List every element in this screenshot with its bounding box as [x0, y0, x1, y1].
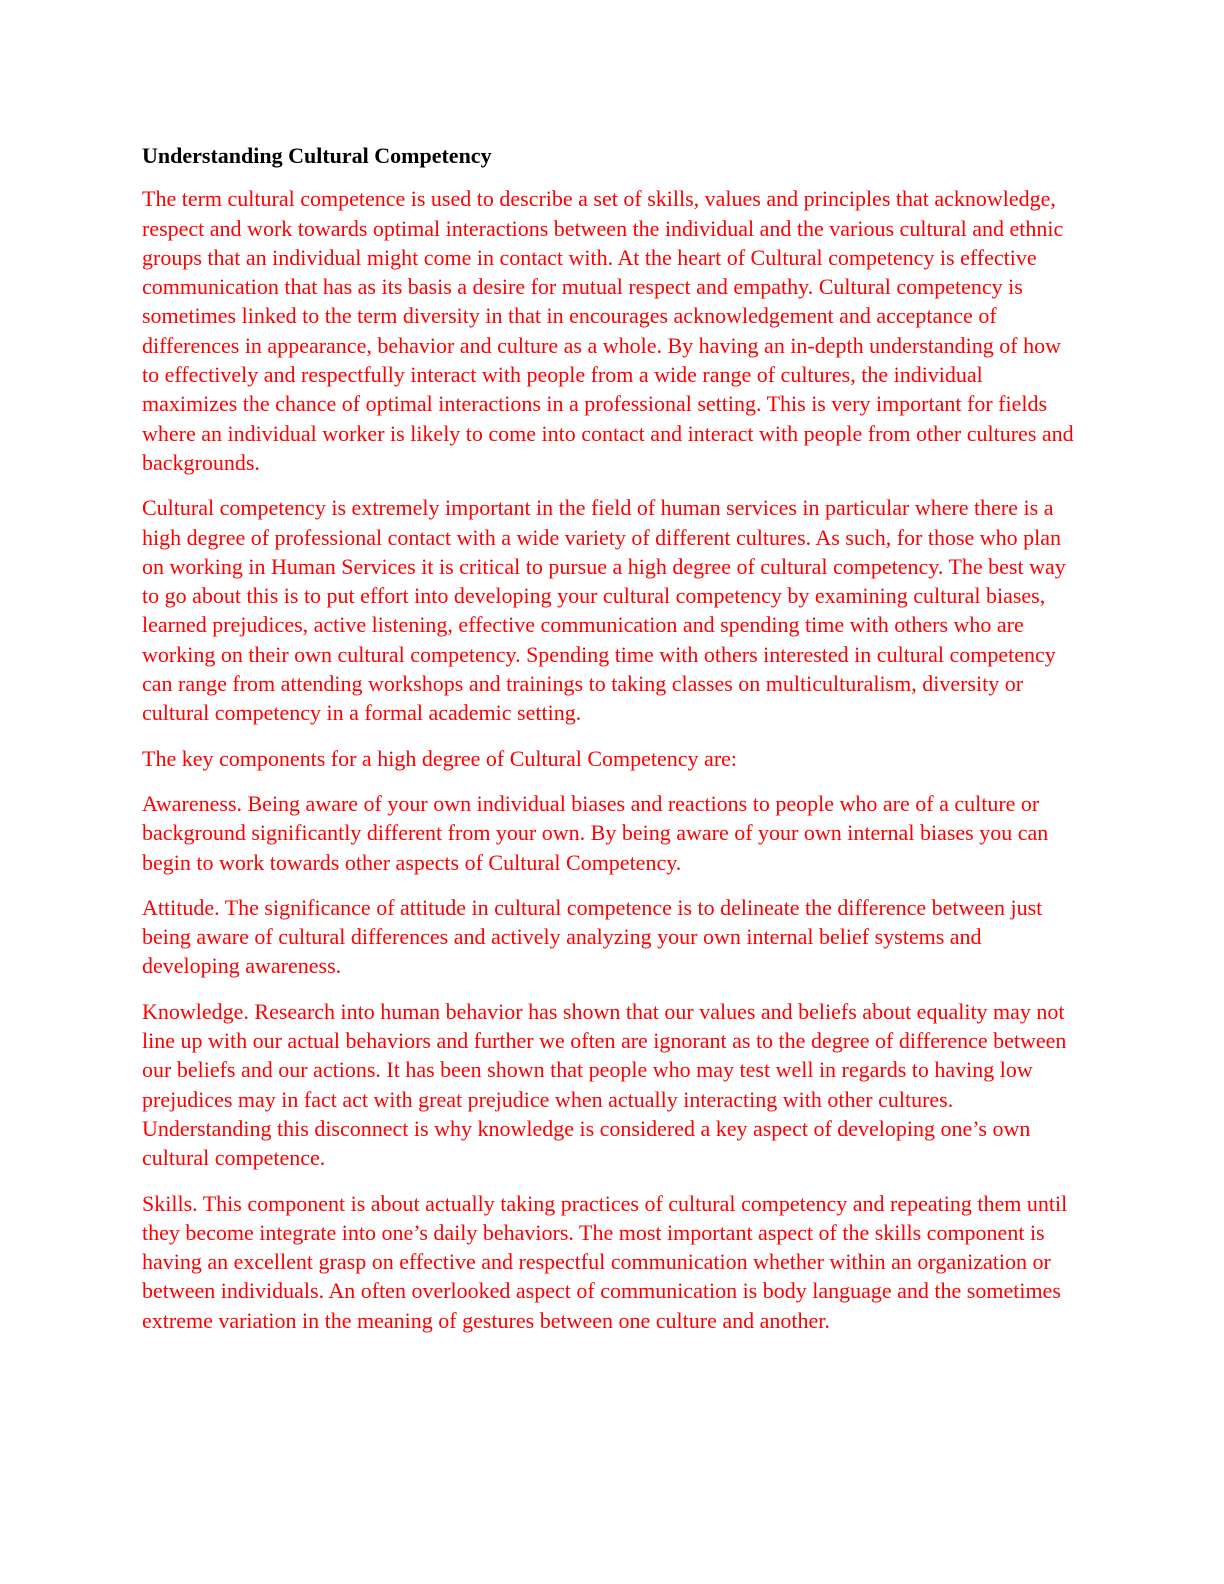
paragraph-key-components: The key components for a high degree of Cultural Competency are: [142, 745, 738, 771]
paragraph-intro: The term cultural competence is used to describe a set of skills, values and principles that acknowledge, respect and work towards optimal interactions between the individual and the various cultural and ethnic groups that an individual might come in contact with. At the heart of Cultural competency is effective communication that has as its basis a desire for mutual respect and empathy. Cultural competency is sometimes linked to the term diversity in that in encourages acknowledgement and acceptance of differences in appearance, behavior and culture as a whole. By having an in-depth understanding of how to effectively and respectfully interact with people from a wide range of cultures, the individual maximizes the chance of optimal interactions in a professional setting. This is very important for fields where an individual worker is likely to come into contact and interact with people from other cultures and backgrounds. [142, 186, 1074, 475]
paragraph-knowledge: Knowledge. Research into human behavior has shown that our values and beliefs about equality may not line up with our actual behaviors and further we often are ignorant as to the degree of difference between our beliefs and our actions. It has been shown that people who may test well in regards to having low prejudices may in fact act with great prejudice when actually interacting with other cultures. Understanding this disconnect is why knowledge is considered a key aspect of developing one’s own cultural competence. [142, 998, 1067, 1171]
paragraph-attitude: Attitude. The significance of attitude in cultural competence is to delineate the difference between just being aware of cultural differences and actively analyzing your own internal belief systems and developing awareness. [142, 894, 1043, 979]
document-page [142, 141, 1082, 1351]
paragraph-skills: Skills. This component is about actually taking practices of cultural competency and repeating them until they become integrate into one’s daily behaviors. The most important aspect of the skills component is having an excellent grasp on effective and respectful communication whether within an organization or between individuals. An often overlooked aspect of communication is body language and the sometimes extreme variation in the meaning of gestures between one culture and another. [142, 1190, 1068, 1333]
document-title: Understanding Cultural Competency [142, 143, 492, 168]
paragraph-awareness: Awareness. Being aware of your own individual biases and reactions to people who are of a culture or background significantly different from your own. By being aware of your own internal biases you can begin to work towards other aspects of Cultural Competency. [142, 790, 1049, 875]
paragraph-human-services: Cultural competency is extremely important in the field of human services in particular where there is a high degree of professional contact with a wide variety of different cultures. As such, for those who plan on working in Human Services it is critical to pursue a high degree of cultural competency. The best way to go about this is to put effort into developing your cultural competency by examining cultural biases, learned prejudices, active listening, effective communication and spending time with others who are working on their own cultural competency. Spending time with others interested in cultural competency can range from attending workshops and trainings to taking classes on multiculturalism, diversity or cultural competency in a formal academic setting. [142, 495, 1066, 726]
